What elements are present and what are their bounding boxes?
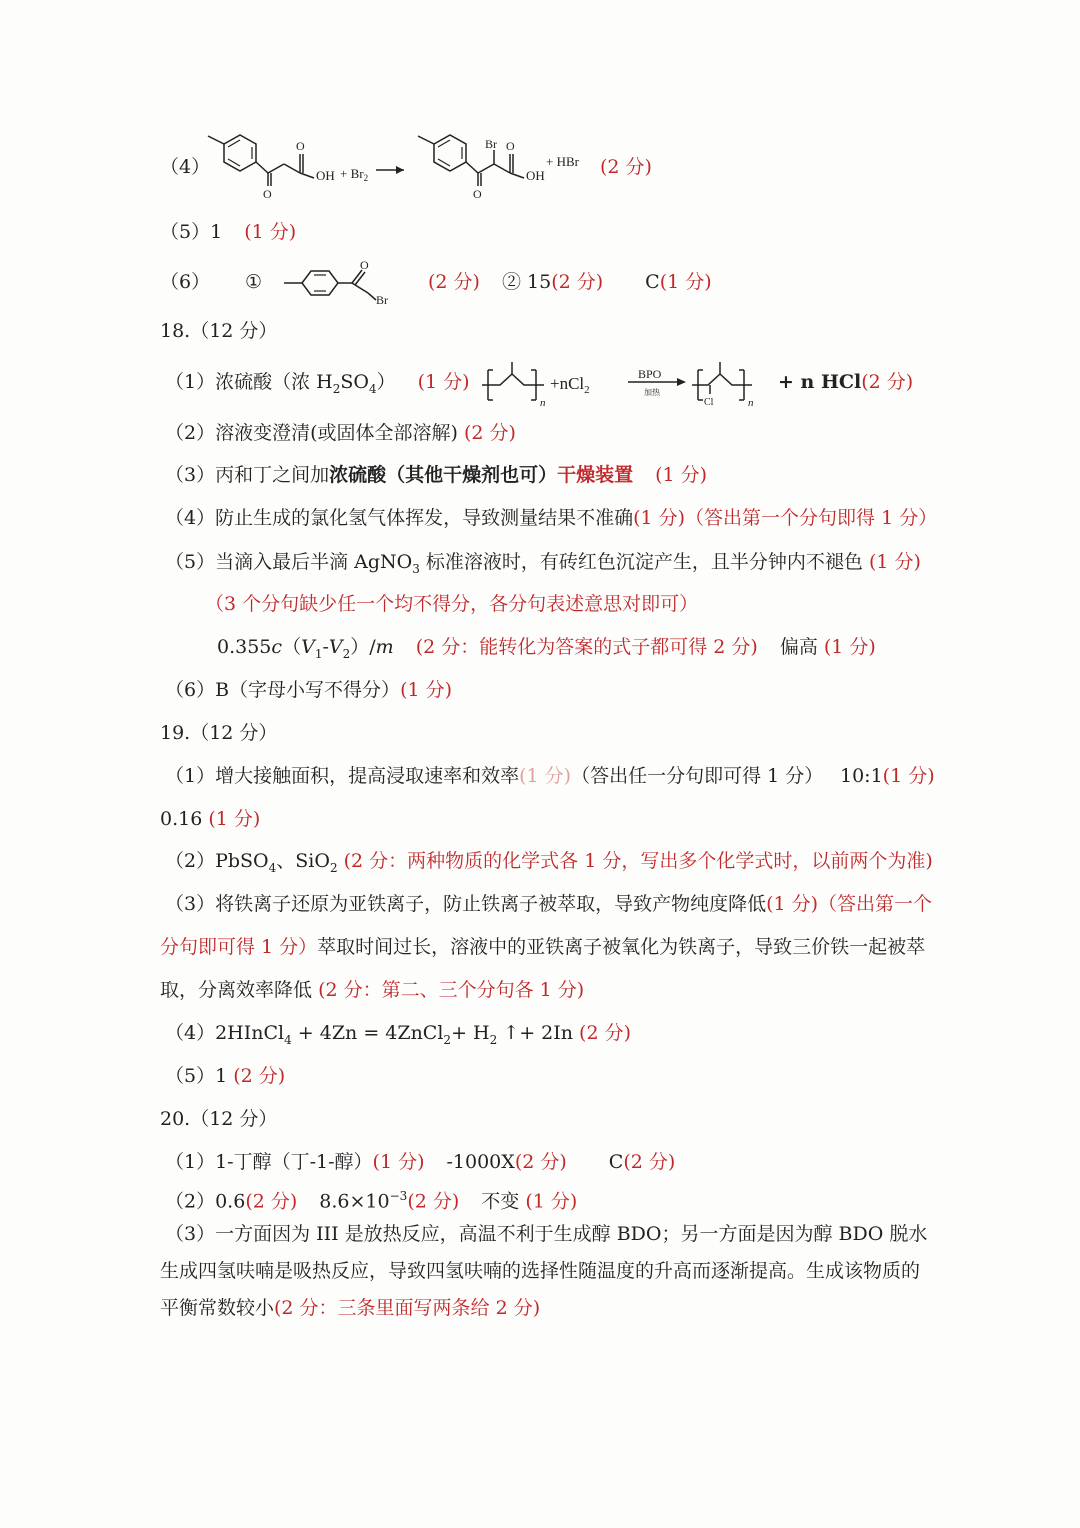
q19-5: （5）1 (2 分) <box>165 1065 286 1087</box>
bromine-label: Br <box>485 137 497 151</box>
q20-3a: （3）一方面因为 III 是放热反应，高温不利于生成醇 BDO；另一方面是因为醇 BDO 脱水 <box>165 1223 928 1245</box>
q18-5-note: （3 个分句缺少任一个均不得分，各分句表述意思对即可） <box>205 593 699 615</box>
q19-2: （2）PbSO$_4$、SiO$_2$ (2 分：两种物质的化学式各 1 分，写出多个化学式时，以前两个为准) <box>165 850 933 875</box>
reaction-scheme-bromination <box>200 128 600 206</box>
q20-1: （1）1-丁醇（丁-1-醇）(1 分) -1000X(2 分) C(2 分) <box>165 1151 676 1173</box>
q19-heading: 19.（12 分） <box>160 722 278 744</box>
reagent-br2: + $Br_2$ <box>340 166 369 183</box>
catalyst-bpo: BPO <box>638 367 662 381</box>
svg-text:Cl: Cl <box>704 397 714 408</box>
svg-text:n: n <box>540 397 546 409</box>
q19-3a: （3）将铁离子还原为亚铁离子，防止铁离子被萃取，导致产物纯度降低(1 分)（答出第一个 <box>165 893 933 915</box>
byproduct-hbr: + HBr <box>546 154 579 169</box>
q17-6-circle1: ① <box>245 271 263 293</box>
q17-6-rest: (2 分) ② 15(2 分) C(1 分) <box>428 271 712 293</box>
q19-4: （4）2HInCl$_4$ + 4Zn = 4ZnCl$_2$+ $H_2$ ↑+ 2In (2 分) <box>165 1022 631 1047</box>
q20-3c: 平衡常数较小(2 分：三条里面写两条给 2 分) <box>160 1297 541 1319</box>
q18-5: （5）当滴入最后半滴 AgNO$_3$ 标准溶液时，有砖红色沉淀产生，且半分钟内不褪色 (1 分) <box>165 551 921 576</box>
q19-1-ratio: 10:1(1 分) <box>840 765 935 787</box>
q18-3: （3）丙和丁之间加浓硫酸（其他干燥剂也可）干燥装置 (1 分) <box>165 464 708 486</box>
q20-heading: 20.（12 分） <box>160 1108 278 1130</box>
condition-heat: 加热 <box>644 388 660 397</box>
hydroxyl-label: OH <box>316 168 335 183</box>
q17-4-score: (2 分) <box>600 156 652 178</box>
q18-heading: 18.（12 分） <box>160 320 278 342</box>
oxygen-label: O <box>263 187 272 201</box>
svg-text:n: n <box>748 397 754 409</box>
svg-text:O: O <box>473 187 482 201</box>
svg-text:O: O <box>506 139 515 153</box>
q17-5: （5）1 (1 分) <box>160 221 297 243</box>
q18-5-formula: $0.355c(V_1-V_2)/m$ (2 分：能转化为答案的式子都可得 2 分) 偏高 (1 分) <box>217 636 876 661</box>
q18-2: （2）溶液变澄清(或固体全部溶解) (2 分) <box>165 422 516 444</box>
q19-3c: 取，分离效率降低 (2 分：第二、三个分句各 1 分) <box>160 979 585 1001</box>
q18-4: （4）防止生成的氯化氢气体挥发，导致测量结果不准确(1 分)（答出第一个分句即得 1 分） <box>165 507 938 529</box>
q18-1-text: （1）浓硫酸（浓 $H_2SO_4$） (1 分) <box>165 371 470 396</box>
q18-1-product: + n HCl(2 分) <box>778 371 914 393</box>
q17-6-label: （6） <box>160 271 211 293</box>
bromoketone-structure <box>280 256 410 308</box>
svg-text:Br: Br <box>376 293 388 307</box>
q19-1: （1）增大接触面积，提高浸取速率和效率(1 分)（答出任一分句即可得 1 分） <box>165 765 824 787</box>
svg-text:O: O <box>360 258 369 272</box>
reagent-cl2: +nCl$_2$ <box>550 374 590 396</box>
q18-6: （6）B（字母小写不得分）(1 分) <box>165 679 453 701</box>
q20-2: （2）0.6(2 分) $8.6\times 10^{-3}(2$ 分) 不变 (1 分) <box>165 1189 578 1213</box>
polymer-chlorination-scheme <box>480 352 780 412</box>
q19-3b: 分句即可得 1 分）萃取时间过长，溶液中的亚铁离子被氧化为铁离子，导致三价铁一起被萃 <box>160 936 926 958</box>
svg-text:OH: OH <box>526 168 545 183</box>
q17-4-label: （4） <box>160 156 211 178</box>
oxygen-label: O <box>296 139 305 153</box>
q20-3b: 生成四氢呋喃是吸热反应，导致四氢呋喃的选择性随温度的升高而逐渐提高。生成该物质的 <box>160 1260 921 1282</box>
q19-1b: 0.16 (1 分) <box>160 808 261 830</box>
